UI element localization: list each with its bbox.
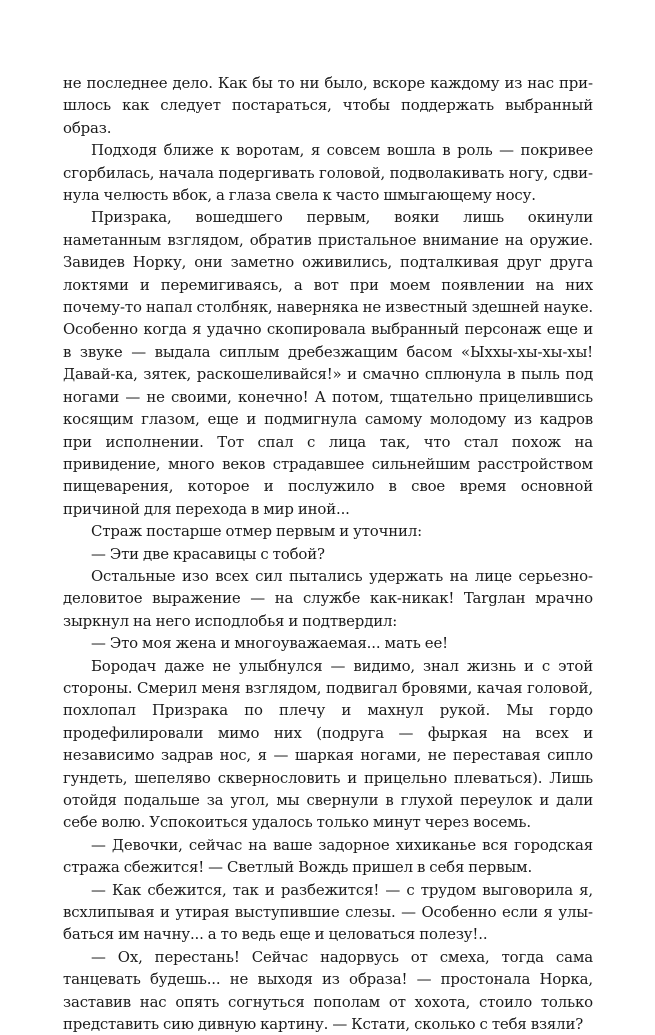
- paragraph-10: — Как сбежится, так и разбежится! — с трудом выговорила я, всхлипывая и утирая выступившие слезы. — Особенно если я улыбаться им начну... а то ведь еще и целоваться полезу!..: [63, 880, 593, 944]
- paragraph-3: Призрака, вошедшего первым, вояки лишь окинули наметанным взглядом, обратив пристальное внимание на оружие. Завидев Норку, они заметно оживились, подталкивая друг друга локтями и перемигиваясь, а вот при моем появлении на них почему-то напал столбняк, наверняка не известный здешней науке. Особенно когда я удачно скопировала выбранный персонаж еще и в звуке — выдала сиплым дребезжащим басом «Ыххы-хы-хы-хы! Давай-ка, зятек, раскошеливайся!» и смачно сплюнула в пыль под ногами — не своими, конечно! А потом, тщательно прицелившись косящим глазом, еще и подмигнула самому молодому из кадров при исполнении. Тот спал с лица так, что стал похож на привидение, много веков страдавшее сильнейшим расстройством пищеварения, которое и послужило в свое время основной причиной для перехода в мир иной...: [63, 208, 593, 518]
- paragraph-8: Бородач даже не улыбнулся — видимо, знал жизнь и с этой стороны. Смерил меня взглядом, подвигал бровями, качая головой, похлопал Призрака по плечу и махнул рукой. Мы гордо продефилировали мимо них (подруга — фыркая на всех и независимо задрав нос, я — шаркая ногами, не переставая сипло гундеть, шепелявo сквернослoвить и прицельно плеваться). Лишь отойдя подальше за угол, мы свернули в глухой переулок и дали себе волю. Успокоиться удалось только минут через восемь.: [63, 656, 593, 832]
- paragraph-6: Остальные изо всех сил пытались удержать на лице серьезноделовитое выражение — на службе как-никак! Targлан мрачно зыркнул на него исподлобья и подтвердил:: [63, 566, 593, 630]
- paragraph-4: Страж постарше отмер первым и уточнил:: [91, 522, 423, 541]
- paragraph-9: — Девочки, сейчас на ваше задорное хихиканье вся городская стража сбежится! — Светлый Вождь пришел в себя первым.: [63, 835, 593, 877]
- paragraph-7: — Это моя жена и многоуважаемая... мать ее!: [91, 634, 448, 653]
- paragraph-5: — Эти две красавицы с тобой?: [91, 544, 325, 563]
- paragraph-1: не последнее дело. Как бы то ни было, вскоре каждому из нас пришлось как следует постараться, чтобы поддержать выбранный образ.: [63, 74, 593, 137]
- book-page-text: [63, 72, 593, 1035]
- paragraph-2: Подходя ближе к воротам, я совсем вошла в роль — покривее сгорбилась, начала подергивать головой, подволакивать ногу, сдвинула челюсть вбок, а глаза свела к часто шмыгающему носу.: [63, 141, 593, 205]
- paragraph-11: — Ох, перестань! Сейчас надорвусь от смеха, тогда сама танцевать будешь... не выходя из образа! — простонала Норка, заставив нас опять согнуться пополам от хохота, стоило только представить сию дивную картину. — Кстати, сколько с тебя взяли?: [63, 947, 593, 1034]
